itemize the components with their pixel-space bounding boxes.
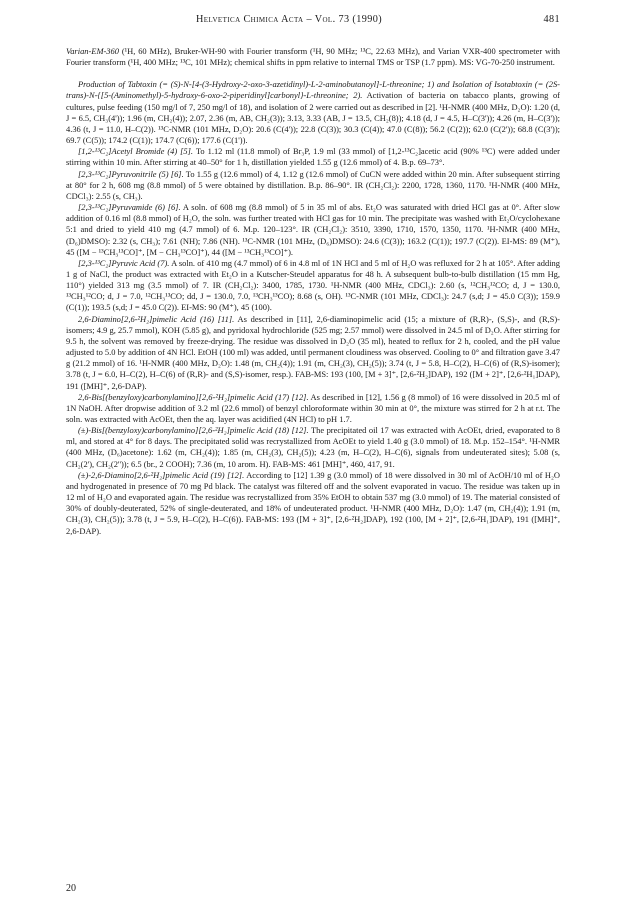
instruments-paragraph: [66, 46, 560, 68]
paragraph-heading: 2,6-Diamino[2,6-²H₂]pimelic Acid (16) [11].: [78, 313, 235, 324]
paragraph-body: (¹H, 60 MHz), Bruker-WH-90 with Fourier transform (¹H, 90 MHz; ¹³C, 22.63 MHz), and Varian VXR-400 spectrometer with Fourier transform (¹H, 400 MHz; ¹³C, 101 MHz); chemical shifts in ppm relative to internal TMS or TSP (1.7 ppm). MS: VG-70-250 instrument.: [66, 46, 560, 68]
running-header: [66, 14, 560, 30]
bis-carbonylamino-paragraph: [66, 392, 560, 425]
paragraph-body: As described in [11], 2,6-diaminopimelic acid (15; a mixture of (R,R)-, (S,S)-, and (R,S)-isomers; 4.9 g, 25.7 mmol), KOH (5.85 g), and pyridoxal hydrochloride (525 mg; 2.57 mmol) were dissolved in 24.5 ml of D₂O. After stirring for 9.5 h, the solvent was removed by freeze-drying. The residue was dissolved in D₂O (35 ml), heated to reflux for 2 h, cooled, and the pH value adjusted to 5.0 by addition of 4N HCl. EtOH (100 ml) was added, until permanent cloudiness was observed. Cooling to 0° and filtration gave 3.47 g (21.2 mmol) of 16. ¹H-NMR (400 MHz, D₂O): 1.48 (m, CH₂(4)); 1.91 (m, CH₂(3), CH₂(5)); 3.74 (t, J = 5.8, H–C(2), H–C(6) of (R,S)-isomer); 3.78 (t, J = 6.0, H–C(2), H–C(6) of (R,R)- and (S,S)-isomer, resp.). FAB-MS: 193 (100, [M + 3]⁺, [2,6-²H₂]DAP), 192 ([M + 2]⁺, [2,6-²H₁]DAP), 191 ([MH]⁺, 2,6-DAP).: [66, 313, 560, 391]
pyruvamide-paragraph: [66, 202, 560, 258]
paragraph-body: To 1.12 ml (11.8 mmol) of Br₃P, 1.9 ml (33 mmol) of [1,2-¹³C₂]acetic acid (90% ¹³C) were added under stirring within 10 min. After stirring at 40–50° for 1 h, distillation yielded 1.55 g (12.6 mmol) of 4. B.p. 69–73°.: [66, 146, 560, 168]
racemic-bis-paragraph: [66, 425, 560, 470]
paragraph-body: The precipitated oil 17 was extracted with AcOEt, dried, evaporated to 8 ml, and stored at 4° for 8 days. The precipitated solid was recrystallized from AcOEt to yield 1.40 g (3.0 mmol) of 18. M.p. 152–154°. ¹H-NMR (400 MHz, (D₆)acetone): 1.62 (m, CH₂(4)); 1.85 (m, CH₂(3), CH₂(5)); 4.23 (m, H–C(2), H–C(6), signals from undeuterated sites); 5.08 (s, CH₂(2'), CH₂(2'')); 6.5 (br., 2 COOH); 7.36 (m, 10 arom. H). FAB-MS: 461 [MH]⁺, 460, 417, 91.: [66, 425, 560, 469]
paragraph-body: According to [12] 1.39 g (3.0 mmol) of 18 were dissolved in 30 ml of AcOH/10 ml of H₂O and hydrogenated in presence of 70 mg Pd black. The catalyst was filtered off and the solvent evaporated in vacuo. The residue was taken up in 12 ml of H₂O and evaporated again. The residue was recrystallized from 35% EtOH to obtain 537 mg (3.0 mmol) of 19. The material consisted of 30% of doubly-deuterated, 52% of single-deuterated, and 18% of undeuterated product. ¹H-NMR (400 MHz, D₂O): 1.47 (m, CH₂(4)); 1.91 (m, CH₂(3), CH₂(5)); 3.78 (t, J = 5.9, H–C(2), H–C(6)). FAB-MS: 193 ([M + 3]⁺, [2,6-²H₂]DAP), 192 (100, [M + 2]⁺, [2,6-²H₁]DAP), 191 ([MH]⁺, 2,6-DAP).: [66, 469, 560, 536]
page-number: 481: [543, 14, 560, 25]
footer-mark: 20: [66, 883, 76, 894]
racemic-diamino-paragraph: [66, 470, 560, 537]
paragraph-heading: Varian-EM-360: [66, 46, 119, 56]
acetyl-bromide-paragraph: [66, 146, 560, 168]
paragraph-body: A soln. of 410 mg (4.7 mmol) of 6 in 4.8 ml of 1N HCl and 5 ml of H₂O was refluxed for 2 h at 105°. After adding 1 g of NaCl, the product was extracted with Et₂O in a Kutscher-Steudel apparatus for 48 h. A subsequent bulb-to-bulb distillation (15 mm Hg, 110°) yielded 313 mg (3.5 mmol) of 7. IR (CH₂Cl₂): 3400, 1785, 1730. ¹H-NMR (400 MHz, CDCl₃): 2.60 (s, ¹²CH₃¹²CO; d, J = 130.0, ¹³CH₃¹²CO; d, J = 7.0, ¹²CH₃¹³CO; dd, J = 130.0, 7.0, ¹³CH₃¹³CO); 8.68 (s, OH). ¹³C-NMR (101 MHz, CDCl₃): 24.7 (s,d; J = 45.0 C(3)); 159.9 (C(1)); 193.5 (s,d; J = 45.0 C(2)). EI-MS: 90 (M⁺), 45 (100).: [66, 257, 560, 313]
pyruvonitrile-paragraph: [66, 169, 560, 202]
body-text: [66, 46, 560, 537]
paragraph-body: A soln. of 608 mg (8.8 mmol) of 5 in 35 ml of abs. Et₂O was saturated with dried HCl gas at 0°. After slow addition of 0.16 ml (8.8 mmol) of H₂O, the soln. was further treated with HCl gas for 10 min. The precipitate was washed with Et₂O/cyclohexane 5:1 and dried to yield 410 mg (4.7 mmol) of 6. M.p. 120–123°. IR (CH₂Cl₂): 3510, 3390, 1710, 1570, 1350, 1170. ¹H-NMR (400 MHz, (D₆)DMSO): 2.32 (s, CH₃); 7.61 (NH); 7.86 (NH). ¹³C-NMR (101 MHz, (D₆)DMSO): 24.6 (C(3)); 163.2 (C(1)); 197.7 (C(2)). EI-MS: 89 (M⁺), 45 ([M − ¹³CH₃¹³CO]⁺, [M − CH₃¹³CO]⁺), 44 ([M − ¹³CH₃¹³CO]⁺).: [66, 202, 560, 257]
paragraph-heading: [1,2-¹³C₂]Acetyl Bromide (4) [5].: [78, 146, 194, 157]
paragraph-heading: [2,3-¹³C₂]Pyruvonitrile (5) [6].: [78, 168, 184, 179]
paragraph-heading: [2,3-¹³C₂]Pyruvamide (6) [6].: [78, 202, 181, 213]
paragraph-heading: (±)-2,6-Diamino[2,6-²H₂]pimelic Acid (19) [12].: [78, 469, 245, 480]
paragraph-heading: 2,6-Bis[(benzyloxy)carbonylamino][2,6-²H₂]pimelic Acid (17) [12].: [78, 391, 309, 402]
paragraph-body: To 1.55 g (12.6 mmol) of 4, 1.12 g (12.6 mmol) of CuCN were added within 20 min. After subsequent stirring at 80° for 2 h, 608 mg (8.8 mmol) of 5 were obtained by distillation. B.p. 86–90°. IR (CH₂Cl₂): 2200, 1728, 1360, 1170. ¹H-NMR (400 MHz, CDCl₃): 2.55 (s, CH₃).: [66, 168, 560, 201]
paragraph-heading: (±)-Bis[(benzyloxy)carbonylamino][2,6-²H₂]pimelic Acid (18) [12].: [78, 425, 309, 436]
journal-title: Helvetica Chimica Acta – Vol. 73 (1990): [196, 14, 382, 25]
pyruvic-acid-paragraph: [66, 258, 560, 314]
paragraph-heading: [2,3-¹³C₂]Pyruvic Acid (7).: [78, 257, 170, 268]
paragraph-body: As described in [12], 1.56 g (8 mmol) of 16 were dissolved in 20.5 ml of 1N NaOH. After dropwise addition of 3.2 ml (22.6 mmol) of benzyl chloroformate within 30 min at 0°, the mixture was stirred for 2 h at r.t. The soln. was extracted with AcOEt, then the aq. layer was acidified (4N HCl) to pH 1.7.: [66, 391, 560, 424]
tabtoxin-paragraph: [66, 79, 560, 146]
paragraph-body: Activation of bacteria on tabacco plants, growing of cultures, pulse feeding (150 mg/l of 7, 250 mg/l of 18), and isolation of 2 were carried out as described in [2]. ¹H-NMR (400 MHz, D₂O): 1.20 (d, J = 6.5, CH₃(4')); 1.96 (m, CH₂(4)); 2.07, 2.36 (m, AB, CH₂(3)); 3.13, 3.33 (AB, J = 13.5, CH₂(8)); 4.18 (d, J = 4.5, H–C(3')); 4.26 (m, H–C(3')); 4.36 (t, J = 11.0, H–C(2)). ¹³C-NMR (101 MHz, D₂O): 20.6 (C(4')); 22.8 (C(3)); 30.3 (C(4)); 47.0 (C(8)); 56.2 (C(2)); 62.0 (C(2')); 68.8 (C(3')); 69.7 (C(5)); 174.2 (C(1)); 174.7 (C(6)); 177.6 (C(1')).: [66, 90, 560, 146]
paragraph-heading: Production of Tabtoxin (= (S)-N-[4-(3-Hydroxy-2-oxo-3-azetidinyl)-L-2-aminobutanoyl]-L-threonine; 1) and Isolation of Isotabtoxin (= (2S-trans)-N-{[5-(Aminomethyl)-5-hydroxy-6-oxo-2-piperidinyl]carbonyl}-L-threonine; 2).: [66, 79, 560, 101]
diaminopimelic-acid-paragraph: [66, 314, 560, 392]
